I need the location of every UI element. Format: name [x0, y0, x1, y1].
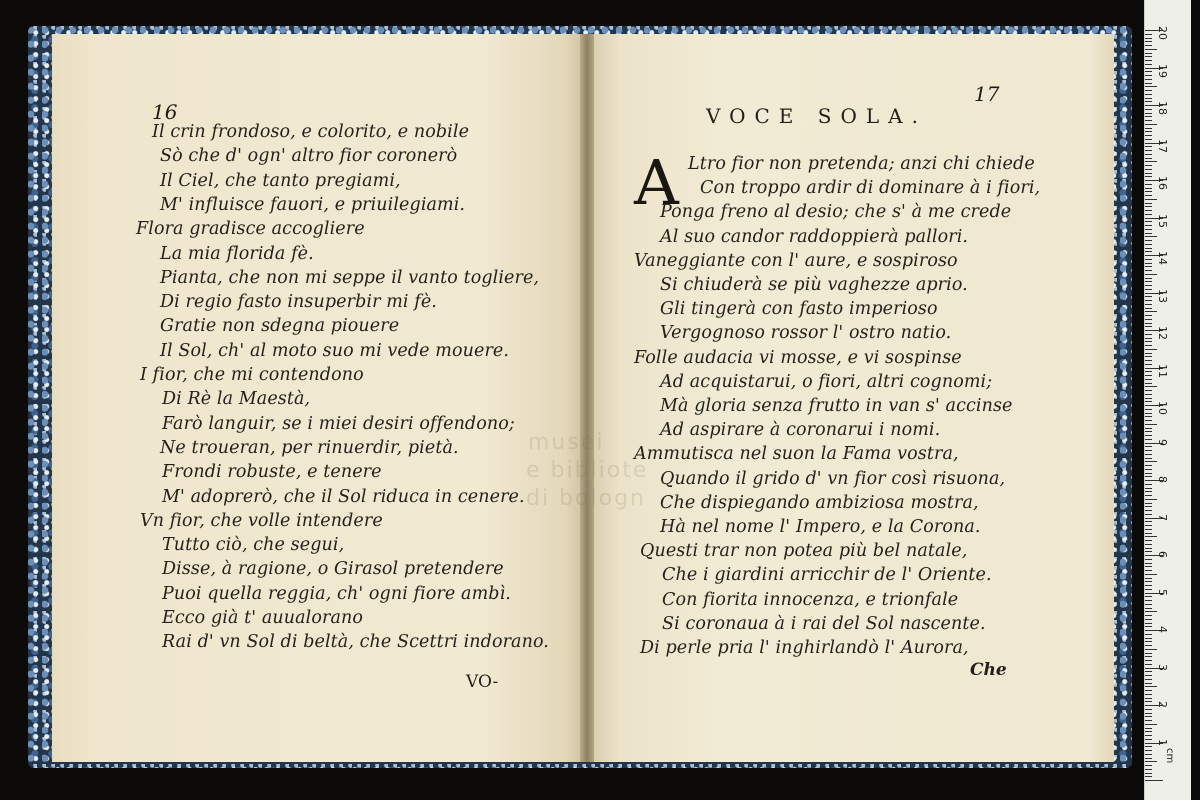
ruler-tick: [1145, 263, 1152, 264]
ruler-tick: [1145, 600, 1152, 601]
ruler-tick: [1145, 431, 1152, 432]
ruler-tick: [1145, 146, 1152, 147]
ruler-tick: [1145, 379, 1152, 380]
ruler-tick: [1145, 596, 1152, 597]
ruler-tick: [1145, 210, 1152, 211]
ruler-tick: [1145, 128, 1152, 129]
ruler-tick: [1145, 64, 1152, 65]
ruler-number: 18: [1156, 101, 1169, 115]
ruler-number: 3: [1156, 663, 1169, 671]
ruler-number: 6: [1156, 551, 1169, 558]
verse-line: Ecco già t' auualorano: [162, 608, 364, 628]
ruler-tick: [1145, 776, 1152, 777]
verse-line: Mà gloria senza frutto in van s' accinse: [660, 396, 1013, 416]
ruler-tick: [1145, 75, 1152, 76]
verse-line: Questi trar non potea più bel natale,: [640, 541, 968, 562]
verse-line: Quando il grido d' vn fior così risuona,: [660, 468, 1006, 489]
ruler-tick: [1145, 38, 1152, 39]
ruler-tick: [1145, 458, 1152, 459]
ruler-tick: [1145, 45, 1152, 46]
ruler-tick: [1145, 266, 1152, 267]
verse-line: Frondi robuste, e tenere: [162, 462, 382, 483]
verse-line: Folle audacia vi mosse, e vi sospinse: [634, 347, 962, 368]
ruler-tick: [1145, 585, 1152, 586]
ruler-tick: [1145, 176, 1152, 177]
verse-line: Che dispiegando ambiziosa mostra,: [660, 492, 979, 513]
ruler-tick: [1145, 529, 1152, 530]
ruler-tick: [1145, 386, 1157, 387]
verse-line: Flora gradisce accogliere: [136, 219, 365, 240]
ruler-tick: [1145, 413, 1152, 414]
ruler-tick: [1145, 499, 1157, 500]
ruler-tick: [1145, 574, 1157, 575]
ruler-tick: [1145, 229, 1152, 230]
ruler-tick: [1145, 735, 1152, 736]
verse-line: M' adoprerò, che il Sol riduca in cenere.: [162, 486, 525, 507]
ruler-tick: [1145, 341, 1152, 342]
ruler-tick: [1145, 465, 1152, 466]
ruler-tick: [1145, 251, 1152, 252]
ruler-tick: [1145, 71, 1152, 72]
ruler-tick: [1145, 686, 1157, 687]
ruler-tick: [1145, 660, 1152, 661]
ruler-number: 5: [1156, 588, 1169, 596]
ruler-tick: [1145, 551, 1152, 552]
ruler-tick: [1145, 158, 1152, 159]
ruler-tick: [1145, 53, 1152, 54]
ruler-tick: [1145, 724, 1157, 725]
ruler-tick: [1145, 514, 1152, 515]
ruler-tick: [1145, 446, 1152, 447]
ruler-tick: [1145, 720, 1152, 721]
ruler-tick: [1145, 473, 1152, 474]
verse-line: Che i giardini arricchir de l' Oriente.: [662, 565, 992, 586]
ruler-tick: [1145, 638, 1152, 639]
ruler-number: 9: [1156, 438, 1169, 446]
watermark-line: di bologn: [526, 486, 646, 511]
ruler-tick: [1145, 758, 1152, 759]
ruler-tick: [1145, 533, 1152, 534]
verse-line: M' influisce fauori, e priuilegiami.: [160, 194, 466, 215]
left-page: [52, 34, 586, 762]
ruler-tick: [1145, 608, 1152, 609]
ruler-tick: [1145, 675, 1152, 676]
verse-line: Sò che d' ogn' altro fior coronerò: [160, 146, 458, 167]
ruler-tick: [1145, 120, 1152, 121]
ruler-tick: [1145, 769, 1152, 770]
ruler-tick: [1145, 750, 1152, 751]
verse-line: Si coronaua à i rai del Sol nascente.: [662, 613, 986, 634]
ruler-tick: [1145, 454, 1152, 455]
ruler-tick: [1145, 353, 1152, 354]
verse-line: Farò languir, se i miei desiri offendono;: [162, 413, 515, 434]
ruler-tick: [1145, 544, 1152, 545]
verse-line: Ltro fior non pretenda; anzi chi chiede: [688, 154, 1035, 174]
ruler-tick: [1145, 739, 1152, 740]
ruler-tick: [1145, 604, 1152, 605]
ruler-tick: [1145, 150, 1152, 151]
ruler-tick: [1145, 641, 1152, 642]
ruler-number: 12: [1156, 326, 1169, 340]
ruler-tick: [1145, 289, 1152, 290]
ruler-tick: [1145, 394, 1152, 395]
watermark-line: musei: [528, 430, 605, 455]
ruler-tick: [1145, 349, 1157, 350]
ruler-number: 20: [1156, 26, 1169, 40]
ruler-tick: [1145, 315, 1152, 316]
ruler-tick: [1145, 390, 1152, 391]
verse-line: Vaneggiante con l' aure, e sospiroso: [634, 250, 958, 271]
ruler-tick: [1145, 300, 1152, 301]
ruler-tick: [1145, 383, 1152, 384]
ruler-tick: [1145, 154, 1152, 155]
verse-line: Vn fior, che volle intendere: [140, 510, 383, 531]
ruler-tick: [1145, 754, 1152, 755]
ruler-tick: [1145, 683, 1152, 684]
ruler-tick: [1145, 173, 1152, 174]
verse-line: Tutto ciò, che segui,: [162, 535, 345, 556]
catchword-vo: VO-: [466, 672, 499, 692]
verse-line: Pianta, che non mi seppe il vanto togliere,: [160, 267, 540, 288]
ruler-tick: [1145, 491, 1152, 492]
verse-line: Gli tingerà con fasto imperioso: [660, 299, 938, 320]
ruler-number: 4: [1156, 626, 1169, 633]
ruler-number: 11: [1156, 363, 1169, 378]
ruler-tick: [1145, 506, 1152, 507]
ruler-tick: [1145, 540, 1152, 541]
book-gutter: [580, 34, 594, 762]
ruler-tick: [1145, 671, 1152, 672]
right-page: [588, 34, 1114, 762]
ruler-tick: [1145, 570, 1152, 571]
ruler-tick: [1145, 334, 1152, 335]
ruler-tick: [1145, 746, 1152, 747]
verse-line: Disse, à ragione, o Girasol pretendere: [162, 559, 504, 580]
ruler-number: 2: [1156, 701, 1169, 708]
ruler-number: 10: [1156, 401, 1169, 415]
ruler-tick: [1145, 664, 1152, 665]
verse-line: Vergognoso rossor l' ostro natio.: [660, 323, 952, 344]
ruler-number: 15: [1156, 213, 1169, 228]
ruler-tick: [1145, 244, 1152, 245]
ruler-tick: [1145, 645, 1152, 646]
ruler-tick: [1145, 345, 1152, 346]
ruler-tick: [1145, 188, 1152, 189]
ruler-tick: [1145, 461, 1157, 462]
ruler-tick: [1145, 420, 1152, 421]
verse-line: Con fiorita innocenza, e trionfale: [662, 589, 959, 610]
ruler-number: 8: [1156, 476, 1169, 483]
ruler-tick: [1145, 416, 1152, 417]
verse-line: Ammutisca nel suon la Fama vostra,: [634, 444, 959, 465]
ruler-tick: [1145, 679, 1152, 680]
ruler-tick: [1145, 56, 1152, 57]
ruler-tick: [1145, 49, 1157, 50]
measuring-ruler: [1144, 0, 1191, 800]
verse-line: Il Sol, ch' al moto suo mi vede mouere.: [160, 340, 510, 361]
ruler-tick: [1145, 578, 1152, 579]
ruler-tick: [1145, 214, 1152, 215]
ruler-tick: [1145, 41, 1152, 42]
ruler-tick: [1145, 375, 1152, 376]
verse-line: I fior, che mi contendono: [140, 365, 364, 385]
ruler-tick: [1145, 101, 1152, 102]
ruler-tick: [1145, 326, 1152, 327]
ruler-tick: [1145, 690, 1152, 691]
ruler-tick: [1145, 296, 1152, 297]
ruler-number: 17: [1156, 138, 1169, 153]
ruler-tick: [1145, 371, 1152, 372]
ruler-number: 13: [1156, 288, 1169, 303]
verse-line: Puoi quella reggia, ch' ogni fiore ambì.: [162, 583, 511, 604]
ruler-tick: [1145, 240, 1152, 241]
ruler-tick: [1145, 98, 1152, 99]
ruler-tick: [1145, 135, 1152, 136]
ruler-tick: [1145, 495, 1152, 496]
ruler-tick: [1145, 559, 1152, 560]
verse-line: Ponga freno al desio; che s' à me crede: [660, 202, 1012, 223]
ruler-tick: [1145, 716, 1152, 717]
ruler-tick: [1145, 225, 1152, 226]
ruler-tick: [1145, 311, 1157, 312]
verse-line: Di perle pria l' inghirlandò l' Aurora,: [640, 638, 969, 658]
ruler-tick: [1145, 701, 1152, 702]
ruler-tick: [1145, 450, 1152, 451]
ruler-tick: [1145, 525, 1152, 526]
section-heading: VOCE SOLA.: [706, 104, 927, 128]
verse-line: Si chiuderà se più vaghezze aprio.: [660, 275, 968, 295]
ruler-tick: [1145, 713, 1152, 714]
ruler-tick: [1145, 566, 1152, 567]
ruler-tick: [1145, 206, 1152, 207]
ruler-tick: [1145, 698, 1152, 699]
verse-line: Ne troueran, per rinuerdir, pietà.: [160, 437, 459, 458]
verse-line: Gratie non sdegna piouere: [160, 316, 400, 337]
ruler-tick: [1145, 304, 1152, 305]
ruler-number: 14: [1156, 251, 1169, 265]
verse-line: Rai d' vn Sol di beltà, che Scettri indorano.: [162, 632, 549, 653]
ruler-unit: cm: [1164, 748, 1175, 764]
ruler-tick: [1145, 116, 1152, 117]
ruler-number: 1: [1156, 738, 1169, 746]
ruler-tick: [1145, 221, 1152, 222]
ruler-tick: [1145, 308, 1152, 309]
page-number-17: 17: [974, 82, 1000, 106]
ruler-tick: [1145, 656, 1152, 657]
ruler-tick: [1145, 476, 1152, 477]
ruler-tick: [1145, 131, 1152, 132]
verse-line: La mia florida fè.: [160, 243, 314, 264]
ruler-tick: [1145, 259, 1152, 260]
ruler-tick: [1145, 161, 1157, 162]
ruler-tick: [1145, 510, 1152, 511]
verse-line: Di regio fasto insuperbir mi fè.: [160, 292, 437, 313]
ruler-tick: [1145, 83, 1152, 84]
ruler-tick: [1145, 484, 1152, 485]
ruler-tick: [1145, 428, 1152, 429]
ruler-tick: [1145, 521, 1152, 522]
ruler-tick: [1145, 281, 1152, 282]
ruler-tick: [1145, 86, 1157, 87]
ruler-number: 7: [1156, 513, 1169, 521]
drop-cap-letter: A: [634, 146, 679, 219]
ruler-tick: [1145, 233, 1152, 234]
ruler-tick: [1145, 360, 1152, 361]
ruler-tick: [1145, 274, 1157, 275]
ruler-tick: [1145, 113, 1152, 114]
ruler-tick: [1145, 236, 1157, 237]
ruler-tick: [1145, 439, 1152, 440]
ruler-tick: [1145, 195, 1152, 196]
catchword-che: Che: [970, 660, 1007, 680]
ruler-tick: [1145, 199, 1157, 200]
ruler-tick: [1145, 169, 1152, 170]
ruler-tick: [1145, 319, 1152, 320]
ruler-tick: [1145, 619, 1152, 620]
ruler-tick: [1145, 184, 1152, 185]
ruler-tick: [1145, 109, 1152, 110]
ruler-tick: [1145, 731, 1152, 732]
ruler-tick: [1145, 536, 1157, 537]
ruler-tick: [1145, 94, 1152, 95]
ruler-tick: [1145, 90, 1152, 91]
ruler-tick: [1145, 401, 1152, 402]
verse-line: Al suo candor raddoppierà pallori.: [660, 226, 969, 247]
watermark-line: e bibliote: [526, 458, 649, 483]
ruler-tick: [1145, 548, 1152, 549]
ruler-tick: [1145, 79, 1152, 80]
ruler-tick: [1145, 611, 1157, 612]
ruler-tick: [1145, 626, 1152, 627]
ruler-tick: [1145, 623, 1152, 624]
ruler-tick: [1145, 278, 1152, 279]
ruler-tick: [1145, 338, 1152, 339]
ruler-tick: [1145, 409, 1152, 410]
ruler-tick: [1145, 364, 1152, 365]
ruler-number: 16: [1156, 176, 1169, 190]
ruler-tick: [1145, 203, 1152, 204]
ruler-tick: [1145, 60, 1152, 61]
ruler-tick: [1145, 728, 1152, 729]
ruler-tick: [1145, 649, 1157, 650]
ruler-tick: [1145, 139, 1152, 140]
ruler-tick: [1145, 469, 1152, 470]
ruler-tick: [1145, 488, 1152, 489]
ruler-tick: [1145, 765, 1152, 766]
verse-line: Ad aspirare à coronarui i nomi.: [660, 420, 941, 441]
ruler-tick: [1145, 424, 1157, 425]
ruler-tick: [1145, 398, 1152, 399]
ruler-tick: [1145, 694, 1152, 695]
ruler-tick: [1145, 615, 1152, 616]
ruler-tick: [1145, 165, 1152, 166]
ruler-tick: [1145, 435, 1152, 436]
ruler-tick: [1145, 589, 1152, 590]
verse-line: Con troppo ardir di dominare à i fiori,: [700, 178, 1041, 199]
ruler-tick: [1145, 248, 1152, 249]
verse-line: Il Ciel, che tanto pregiami,: [160, 170, 401, 191]
ruler-tick: [1145, 773, 1152, 774]
ruler-tick: [1145, 124, 1157, 125]
verse-line: Ad acquistarui, o fiori, altri cognomi;: [660, 371, 993, 392]
verse-line: Il crin frondoso, e colorito, e nobile: [152, 122, 470, 142]
ruler-tick: [1145, 709, 1152, 710]
ruler-tick: [1145, 653, 1152, 654]
verse-line: Hà nel nome l' Impero, e la Corona.: [660, 517, 981, 537]
ruler-number: 19: [1156, 63, 1169, 78]
verse-line: Di Rè la Maestà,: [162, 389, 311, 410]
ruler-tick: [1145, 634, 1152, 635]
ruler-tick: [1145, 270, 1152, 271]
ruler-tick: [1145, 191, 1152, 192]
ruler-tick: [1145, 563, 1152, 564]
ruler-tick: [1145, 581, 1152, 582]
ruler-tick: [1145, 356, 1152, 357]
ruler-tick: [1145, 34, 1152, 35]
ruler-tick: [1145, 285, 1152, 286]
ruler-tick: [1145, 761, 1157, 762]
ruler-tick: [1145, 503, 1152, 504]
ruler-tick: [1145, 780, 1163, 781]
page-number-16: 16: [152, 100, 178, 124]
ruler-tick: [1145, 323, 1152, 324]
